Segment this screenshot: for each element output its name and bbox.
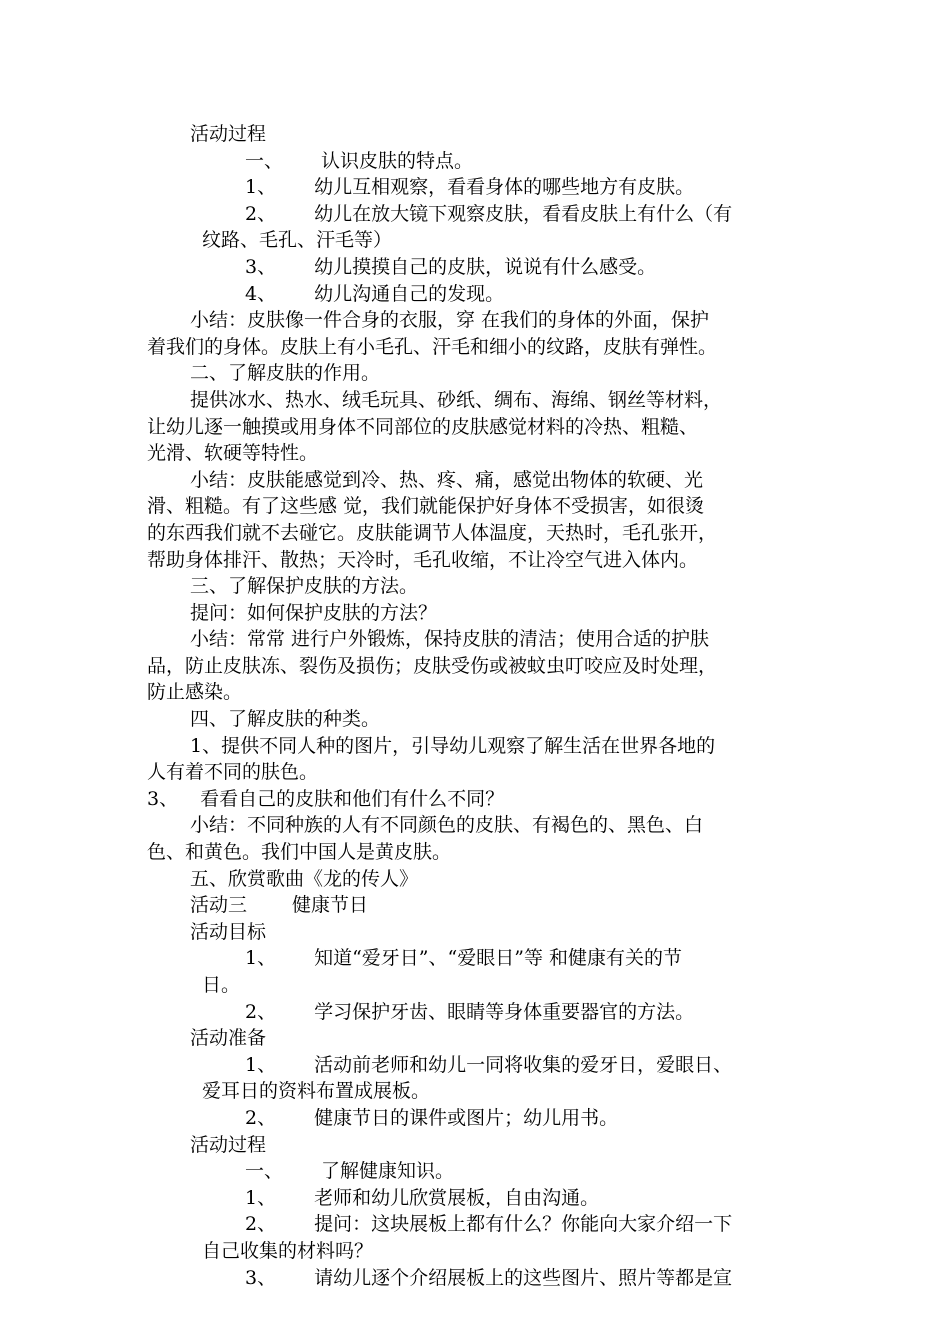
- line-text: 健康节日的课件或图片；幼儿用书。: [314, 1106, 619, 1129]
- line-text: 活动目标: [190, 920, 267, 943]
- text-line: [147, 1185, 807, 1212]
- text-line: [147, 786, 807, 813]
- line-number: 活动三: [190, 894, 248, 917]
- line-text: 请幼儿逐个介绍展板上的这些图片、照片等都是宣: [314, 1266, 733, 1289]
- line-text: 活动准备: [190, 1027, 267, 1050]
- line-text: 了解健康知识。: [321, 1160, 455, 1183]
- line-text: 提问：这块展板上都有什么？你能向大家介绍一下: [314, 1213, 733, 1236]
- text-line: [147, 1132, 807, 1159]
- line-number: 3、: [147, 787, 179, 810]
- text-line: [147, 1265, 807, 1292]
- text-line: [147, 1078, 807, 1105]
- line-text: 活动过程: [190, 1133, 267, 1156]
- text-line: [147, 679, 807, 706]
- text-line: [147, 148, 807, 175]
- line-text: 老师和幼儿欣赏展板，自由沟通。: [314, 1186, 600, 1209]
- text-line: [147, 573, 807, 600]
- line-text: 让幼儿逐一触摸或用身体不同部位的皮肤感觉材料的冷热、粗糙、: [147, 415, 699, 438]
- line-text: 小结：皮肤能感觉到冷、热、疼、痛，感觉出物体的软硬、光: [190, 468, 704, 491]
- line-number: 一、: [245, 1160, 284, 1183]
- text-line: [147, 174, 807, 201]
- line-text: 小结：皮肤像一件合身的衣服，穿 在我们的身体的外面，保护: [190, 309, 710, 332]
- line-text: 爱耳日的资料布置成展板。: [202, 1080, 431, 1103]
- line-text: 品，防止皮肤冻、裂伤及损伤；皮肤受伤或被蚊虫叮咬应及时处理，: [147, 654, 718, 677]
- line-number: 1、: [245, 1053, 277, 1076]
- text-line: [147, 1158, 807, 1185]
- line-text: 提问：如何保护皮肤的方法？: [190, 601, 438, 624]
- document-body: [147, 121, 807, 1291]
- line-number: 2、: [245, 1213, 277, 1236]
- line-text: 幼儿在放大镜下观察皮肤，看看皮肤上有什么（有: [314, 202, 733, 225]
- text-line: [147, 414, 807, 441]
- line-text: 活动前老师和幼儿一同将收集的爱牙日，爱眼日、: [314, 1053, 733, 1076]
- text-line: [147, 334, 807, 361]
- line-number: 2、: [245, 1106, 277, 1129]
- line-text: 着我们的身体。皮肤上有小毛孔、汗毛和细小的纹路，皮肤有弹性。: [147, 335, 718, 358]
- text-line: [147, 1238, 807, 1265]
- text-line: [147, 1105, 807, 1132]
- line-text: 1、提供不同人种的图片，引导幼儿观察了解生活在世界各地的: [190, 734, 716, 757]
- text-line: [147, 467, 807, 494]
- line-text: 幼儿摸摸自己的皮肤，说说有什么感受。: [314, 255, 657, 278]
- line-text: 小结：不同种族的人有不同颜色的皮肤、有褐色的、黑色、白: [190, 814, 704, 837]
- line-text: 活动过程: [190, 123, 267, 145]
- text-line: [147, 227, 807, 254]
- line-number: 3、: [245, 255, 277, 278]
- line-text: 提供冰水、热水、绒毛玩具、砂纸、绸布、海绵、钢丝等材料，: [190, 388, 723, 411]
- text-line: [147, 600, 807, 627]
- line-number: 1、: [245, 1186, 277, 1209]
- line-text: 防止感染。: [147, 681, 243, 704]
- line-text: 日。: [202, 974, 241, 996]
- line-text: 健康节日: [292, 894, 369, 917]
- line-text: 看看自己的皮肤和他们有什么不同？: [200, 787, 505, 810]
- text-line: [147, 1025, 807, 1052]
- text-line: [147, 254, 807, 281]
- line-text: 人有着不同的肤色。: [147, 761, 319, 784]
- text-line: [147, 945, 807, 972]
- line-number: 1、: [245, 176, 277, 199]
- line-text: 纹路、毛孔、汗毛等）: [202, 229, 393, 252]
- text-line: [147, 866, 807, 893]
- text-line: [147, 919, 807, 946]
- text-line: [147, 759, 807, 786]
- text-line: [147, 892, 807, 919]
- line-text: 光滑、软硬等特性。: [147, 442, 319, 465]
- text-line: [147, 972, 807, 999]
- line-text: 帮助身体排汗、散热；天冷时，毛孔收缩，不让冷空气进入体内。: [147, 548, 699, 571]
- line-text: 的东西我们就不去碰它。皮肤能调节人体温度，天热时，毛孔张开，: [147, 521, 718, 544]
- line-number: 一、: [245, 149, 284, 172]
- line-number: 3、: [245, 1266, 277, 1289]
- line-text: 色、和黄色。我们中国人是黄皮肤。: [147, 841, 452, 864]
- text-line: [147, 493, 807, 520]
- text-line: [147, 733, 807, 760]
- line-text: 小结：常常 进行户外锻炼，保持皮肤的清洁；使用合适的护肤: [190, 628, 710, 651]
- text-line: [147, 121, 807, 148]
- line-text: 二、了解皮肤的作用。: [190, 362, 381, 385]
- text-line: [147, 653, 807, 680]
- text-line: [147, 839, 807, 866]
- line-number: 1、: [245, 947, 277, 970]
- text-line: [147, 706, 807, 733]
- text-line: [147, 547, 807, 574]
- line-text: 五、欣赏歌曲《龙的传人》: [190, 867, 419, 890]
- text-line: [147, 360, 807, 387]
- text-line: [147, 626, 807, 653]
- text-line: [147, 307, 807, 334]
- text-line: [147, 1211, 807, 1238]
- line-text: 知道“爱牙日”、“爱眼日”等 和健康有关的节: [314, 947, 682, 970]
- line-text: 幼儿互相观察，看看身体的哪些地方有皮肤。: [314, 176, 695, 199]
- text-line: [147, 387, 807, 414]
- line-text: 滑、粗糙。有了这些感 觉，我们就能保护好身体不受损害，如很烫: [147, 495, 705, 518]
- line-text: 三、了解保护皮肤的方法。: [190, 575, 419, 598]
- line-text: 自己收集的材料吗？: [202, 1239, 374, 1262]
- text-line: [147, 281, 807, 308]
- text-line: [147, 201, 807, 228]
- line-text: 幼儿沟通自己的发现。: [314, 282, 505, 305]
- line-text: 四、了解皮肤的种类。: [190, 708, 381, 731]
- line-number: 2、: [245, 1000, 277, 1023]
- line-number: 2、: [245, 202, 277, 225]
- text-line: [147, 440, 807, 467]
- text-line: [147, 520, 807, 547]
- line-number: 4、: [245, 282, 277, 305]
- line-text: 认识皮肤的特点。: [321, 149, 474, 172]
- text-line: [147, 812, 807, 839]
- text-line: [147, 1052, 807, 1079]
- text-line: [147, 999, 807, 1026]
- line-text: 学习保护牙齿、眼睛等身体重要器官的方法。: [314, 1000, 695, 1023]
